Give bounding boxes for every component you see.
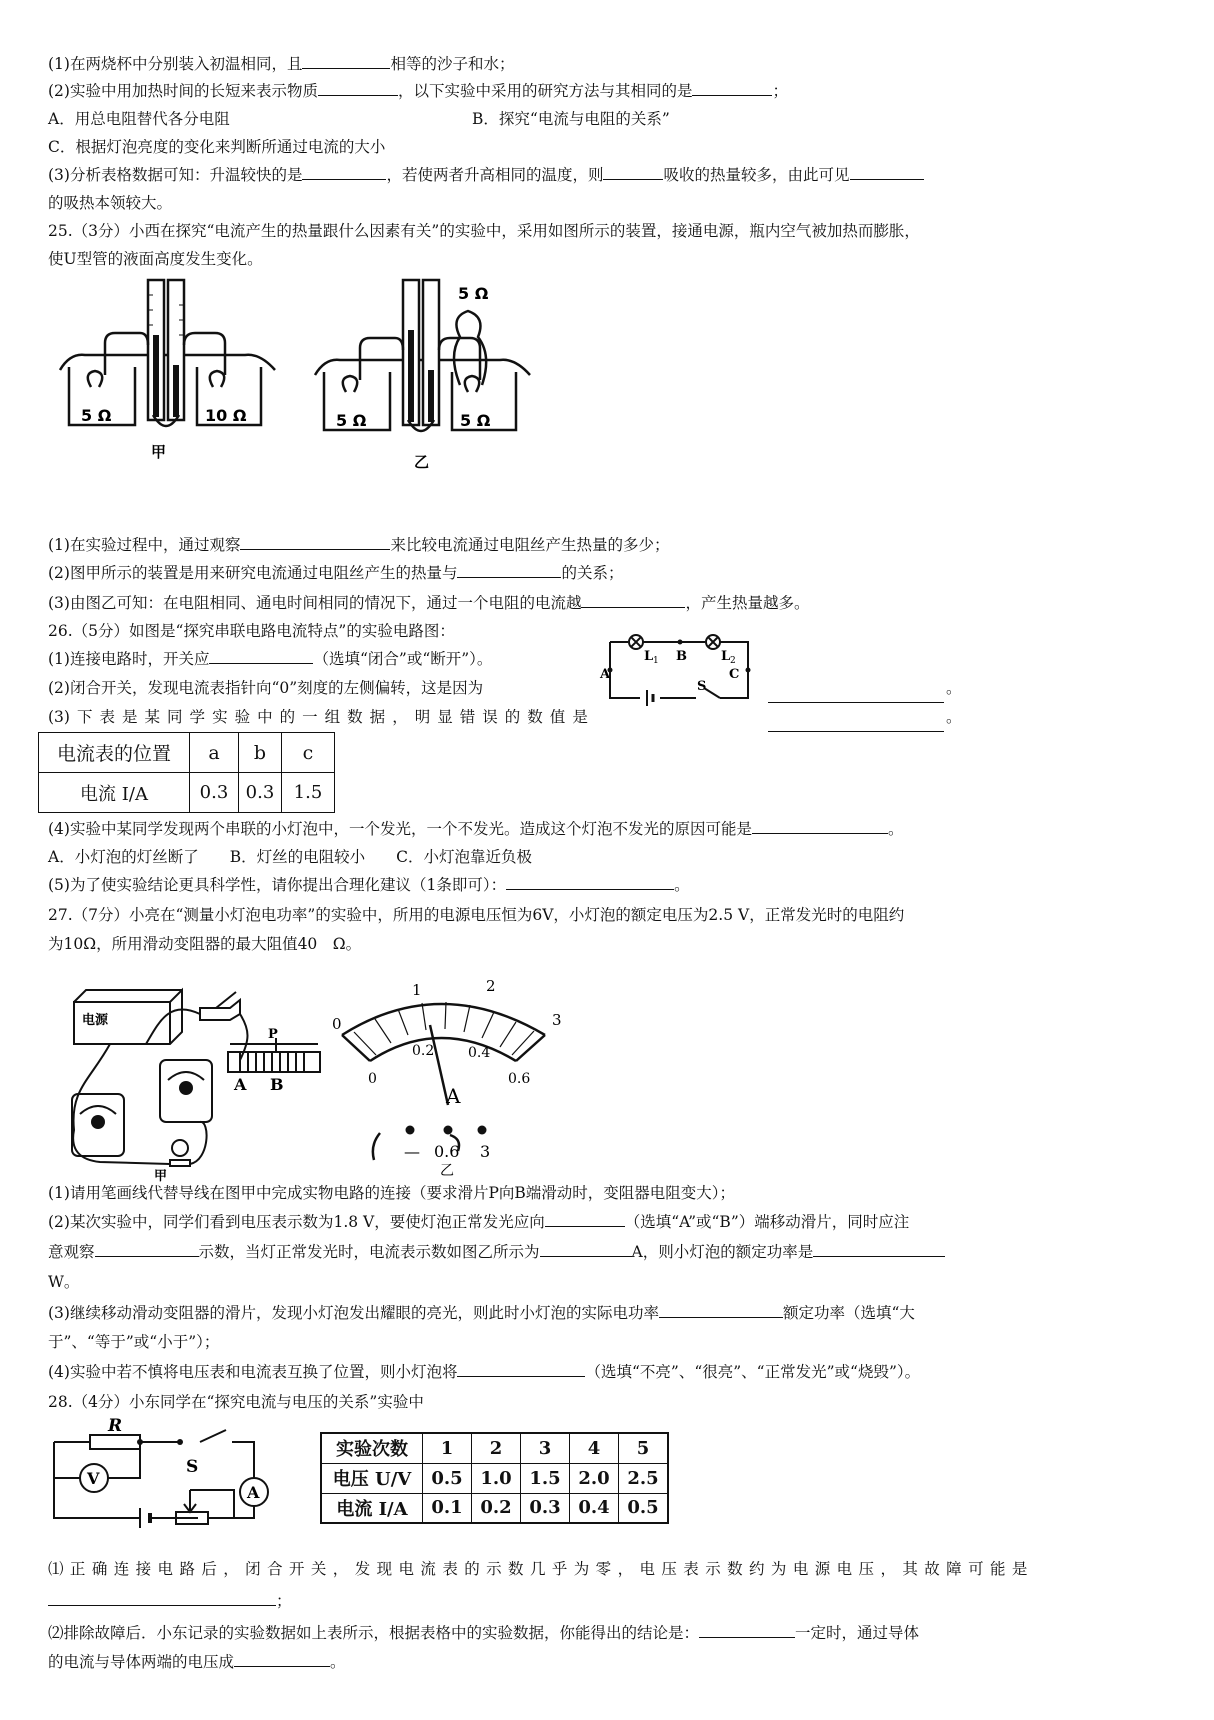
table-cell: 0.1 bbox=[423, 1493, 472, 1523]
table-cell: 0.5 bbox=[423, 1463, 472, 1493]
table-cell: 电流 I/A bbox=[39, 773, 190, 813]
q27-line-5 bbox=[48, 1302, 915, 1324]
answer-blank[interactable] bbox=[209, 649, 313, 664]
table-header-cell: 4 bbox=[570, 1433, 619, 1463]
q24-option-c bbox=[48, 136, 385, 158]
q26-line-5 bbox=[48, 874, 690, 896]
answer-blank[interactable] bbox=[457, 1362, 585, 1377]
table-cell: 电压 U/V bbox=[321, 1463, 423, 1493]
q27-line-6 bbox=[48, 1331, 219, 1353]
justified-char: ， bbox=[223, 1560, 239, 1578]
answer-blank[interactable] bbox=[768, 688, 944, 703]
answer-blank[interactable] bbox=[813, 1242, 945, 1257]
justified-char: 示 bbox=[705, 1560, 721, 1578]
q26-data-table bbox=[38, 732, 335, 813]
justified-char: 电 bbox=[398, 1560, 415, 1578]
justified-char: 示 bbox=[486, 1560, 502, 1578]
q26-options bbox=[48, 846, 532, 868]
dial-bottom-tick-3: 0.6 bbox=[508, 1071, 531, 1087]
q28-stem bbox=[48, 1391, 424, 1413]
rheostat-end-b: B bbox=[270, 1075, 284, 1094]
q27-figure-jia-circuit bbox=[50, 980, 340, 1184]
q27-stem-1 bbox=[48, 904, 904, 926]
table-cell: 0.3 bbox=[239, 773, 282, 813]
table-cell: 1.5 bbox=[282, 773, 335, 813]
justified-char: 可 bbox=[968, 1560, 984, 1578]
answer-blank[interactable] bbox=[234, 1652, 330, 1667]
slider-label-p: P bbox=[268, 1027, 278, 1042]
justified-char: 表 bbox=[99, 708, 115, 726]
q28-text: 一定时，通过导体 bbox=[795, 1624, 920, 1642]
justified-char: 据 bbox=[369, 708, 386, 726]
justified-char: 中 bbox=[257, 708, 273, 726]
table-header-cell: b bbox=[239, 733, 282, 773]
justified-char: 验 bbox=[234, 708, 251, 726]
table-cell: 1.0 bbox=[472, 1463, 521, 1493]
switch-label-s: S bbox=[697, 679, 707, 694]
q24-text: 吸收的热量较多，由此可见 bbox=[663, 166, 850, 184]
justified-char: 表 bbox=[683, 1560, 699, 1578]
q28-text: 的电流与导体两端的电压成 bbox=[48, 1653, 235, 1671]
justified-char: 关 bbox=[310, 1560, 327, 1578]
figure-caption-jia: 甲 bbox=[154, 1169, 168, 1184]
justified-char: 实 bbox=[212, 708, 228, 726]
justified-char: 数 bbox=[727, 1560, 743, 1578]
justified-char: 零 bbox=[595, 1560, 612, 1578]
justified-char: 几 bbox=[529, 1560, 546, 1578]
answer-blank[interactable] bbox=[302, 165, 386, 180]
q28-text: ； bbox=[276, 1592, 292, 1610]
q25-stem-2 bbox=[48, 248, 263, 270]
justified-char: 是 bbox=[1011, 1560, 1028, 1578]
justified-char: 闭 bbox=[245, 1560, 261, 1578]
q25-text: (3)由图乙可知：在电阻相同、通电时间相同的情况下，通过一个电阻的电流越 bbox=[48, 594, 582, 612]
answer-blank[interactable] bbox=[659, 1303, 783, 1318]
q27-text: （选填“不亮”、“很亮”、“正常发光”或“烧毁”）。 bbox=[585, 1363, 921, 1381]
justified-char: 流 bbox=[420, 1560, 436, 1578]
q24-text: 的吸热本领较大。 bbox=[48, 194, 173, 212]
dial-bottom-tick-0: 0 bbox=[368, 1071, 377, 1087]
ammeter-label-a: A bbox=[247, 1483, 260, 1502]
q26-text: (1)连接电路时，开关应 bbox=[48, 650, 210, 668]
dial-top-tick-2: 2 bbox=[486, 977, 496, 995]
q27-stem: 27.（7分）小亮在“测量小灯泡电功率”的实验中，所用的电源电压恒为6V，小灯泡的额定电压为2.5 V，正常发光时的电阻约 bbox=[48, 906, 905, 924]
q27-text: （选填“A”或“B”）端移动滑片，同时应注 bbox=[624, 1213, 910, 1231]
justified-char: 是 bbox=[572, 708, 588, 726]
dial-bottom-tick-1: 0.2 bbox=[412, 1043, 435, 1059]
table-header-cell: 电流表的位置 bbox=[39, 733, 190, 773]
justified-char: 的 bbox=[464, 1560, 480, 1578]
option-c: C．根据灯泡亮度的变化来判断所通过电流的大小 bbox=[48, 138, 386, 156]
justified-char: 后 bbox=[201, 1560, 217, 1578]
answer-blank[interactable] bbox=[581, 593, 685, 608]
justified-char: 正 bbox=[69, 1560, 86, 1578]
q27-text: A，则小灯泡的额定功率是 bbox=[631, 1243, 814, 1261]
justified-char: 是 bbox=[122, 708, 138, 726]
justified-char: 电 bbox=[639, 1560, 655, 1578]
terminal-3: 3 bbox=[480, 1142, 491, 1161]
answer-blank[interactable] bbox=[768, 717, 944, 732]
figure-caption-yi: 乙 bbox=[414, 453, 430, 471]
table-cell: 0.2 bbox=[472, 1493, 521, 1523]
q26-text: 。 bbox=[946, 679, 962, 697]
q26-series-circuit bbox=[600, 628, 760, 704]
dial-unit-a: A bbox=[446, 1084, 461, 1108]
q24-text: ； bbox=[772, 82, 788, 100]
figure-caption-yi: 乙 bbox=[440, 1163, 454, 1179]
figure-yi-u-tube bbox=[310, 275, 540, 485]
q27-text: 意观察 bbox=[48, 1243, 95, 1261]
justified-char: 值 bbox=[549, 708, 566, 726]
justified-char: 确 bbox=[91, 1560, 108, 1578]
q26-text: （选填“闭合”或“断开”）。 bbox=[313, 650, 493, 668]
q24-text: (1)在两烧杯中分别装入初温相同，且 bbox=[48, 55, 303, 73]
q27-line-4 bbox=[48, 1271, 79, 1293]
q25-text: 的关系； bbox=[561, 564, 624, 582]
justified-char: ， bbox=[392, 708, 408, 726]
justified-char: 现 bbox=[376, 1560, 393, 1578]
q24-text: ，以下实验中采用的研究方法与其相同的是 bbox=[397, 82, 693, 100]
table-cell: 电流 I/A bbox=[321, 1493, 423, 1523]
table-cell: 1.5 bbox=[521, 1463, 570, 1493]
q26-options-text: A．小灯泡的灯丝断了 B．灯丝的电阻较小 C．小灯泡靠近负极 bbox=[48, 848, 532, 866]
terminal-negative: — bbox=[404, 1142, 420, 1161]
table-header-cell: c bbox=[282, 733, 335, 773]
q25-stem: 25.（3分）小西在探究“电流产生的热量跟什么因素有关”的实验中，采用如图所示的装置，接通电源，瓶内空气被加热而膨胀， bbox=[48, 222, 920, 240]
answer-blank[interactable] bbox=[95, 1242, 199, 1257]
justified-char: 发 bbox=[354, 1560, 371, 1578]
answer-blank[interactable] bbox=[603, 165, 663, 180]
justified-char: 约 bbox=[749, 1560, 765, 1578]
switch-label-s: S bbox=[186, 1457, 199, 1477]
table-cell: 2.0 bbox=[570, 1463, 619, 1493]
answer-blank[interactable] bbox=[692, 81, 772, 96]
justified-char: ， bbox=[880, 1560, 896, 1578]
justified-char: 故 bbox=[924, 1560, 940, 1578]
dial-top-tick-0: 0 bbox=[332, 1015, 342, 1033]
answer-blank[interactable] bbox=[850, 165, 924, 180]
justified-char: 误 bbox=[482, 708, 498, 726]
answer-blank[interactable] bbox=[240, 535, 390, 550]
justified-char: 电 bbox=[792, 1560, 809, 1578]
point-label-b: B bbox=[676, 649, 687, 664]
justified-char: 合 bbox=[267, 1560, 283, 1578]
table-header-cell: 3 bbox=[521, 1433, 570, 1463]
figure-caption-jia: 甲 bbox=[151, 443, 167, 461]
justified-char: 源 bbox=[814, 1560, 831, 1578]
table-header-cell: 实验次数 bbox=[321, 1433, 423, 1463]
resistor-label-jia-right: 10 Ω bbox=[205, 406, 247, 425]
figure-jia-u-tube bbox=[55, 275, 285, 475]
q28-line-2 bbox=[48, 1590, 292, 1612]
lamp-label-l2: L bbox=[721, 649, 731, 664]
q28-text: 。 bbox=[330, 1653, 346, 1671]
q27-text: (4)实验中若不慎将电压表和电流表互换了位置，则小灯泡将 bbox=[48, 1363, 458, 1381]
table-cell: 0.3 bbox=[521, 1493, 570, 1523]
resistor-label-r: R bbox=[108, 1416, 123, 1436]
q28-line-3 bbox=[48, 1622, 919, 1644]
answer-blank[interactable] bbox=[48, 1591, 276, 1606]
q25-stem-1 bbox=[48, 220, 920, 242]
table-cell: 0.5 bbox=[619, 1493, 669, 1523]
justified-char: 压 bbox=[858, 1560, 875, 1578]
q25-text: (1)在实验过程中，通过观察 bbox=[48, 536, 241, 554]
point-label-a: A bbox=[600, 667, 611, 682]
answer-blank[interactable] bbox=[540, 1242, 632, 1257]
answer-blank[interactable] bbox=[545, 1212, 625, 1227]
justified-char: 显 bbox=[437, 708, 453, 726]
q25-text: 来比较电流通过电阻丝产生热量的多少； bbox=[390, 536, 670, 554]
justified-char: (3) bbox=[48, 708, 70, 726]
q24-options-ab bbox=[48, 108, 670, 130]
resistor-label-yi-right: 5 Ω bbox=[460, 411, 491, 430]
justified-char: ， bbox=[332, 1560, 349, 1578]
q26-text: (2)闭合开关，发现电流表指针向“0”刻度的左侧偏转，这是因为 bbox=[48, 679, 484, 697]
q26-line-3 bbox=[48, 706, 588, 728]
point-label-c: C bbox=[729, 667, 740, 682]
justified-char: 的 bbox=[504, 708, 521, 726]
lamp-label-l1-sub: 1 bbox=[653, 656, 659, 666]
table-header-cell: a bbox=[190, 733, 239, 773]
answer-blank[interactable] bbox=[457, 563, 561, 578]
q25-text: (2)图甲所示的装置是用来研究电流通过电阻丝产生的热量与 bbox=[48, 564, 458, 582]
q27-text: (2)某次实验中，同学们看到电压表示数为1.8 V，要使灯泡正常发光应向 bbox=[48, 1213, 545, 1231]
justified-char: 学 bbox=[189, 708, 206, 726]
justified-char: 错 bbox=[459, 708, 476, 726]
q28-stem-text: 28.（4分）小东同学在“探究电流与电压的关系”实验中 bbox=[48, 1393, 424, 1411]
q24-line-3 bbox=[48, 164, 924, 186]
justified-char: 下 bbox=[76, 708, 93, 726]
justified-char: 数 bbox=[527, 708, 543, 726]
table-cell: 0.3 bbox=[190, 773, 239, 813]
q28-line-1 bbox=[48, 1558, 1028, 1580]
q27-line-1 bbox=[48, 1182, 735, 1204]
justified-char: 路 bbox=[179, 1560, 195, 1578]
justified-char: 电 bbox=[157, 1560, 174, 1578]
answer-blank[interactable] bbox=[752, 819, 888, 834]
dial-top-tick-3: 3 bbox=[552, 1011, 562, 1029]
q27-line-7 bbox=[48, 1361, 920, 1383]
resistor-label-yi-left: 5 Ω bbox=[336, 411, 367, 430]
option-a: A．用总电阻替代各分电阻 bbox=[48, 110, 230, 128]
justified-char: 一 bbox=[302, 708, 318, 726]
justified-char: 障 bbox=[946, 1560, 962, 1578]
justified-char: 能 bbox=[989, 1560, 1006, 1578]
q25-text: ，产生热量越多。 bbox=[685, 594, 810, 612]
justified-char: 电 bbox=[836, 1560, 853, 1578]
justified-char: 连 bbox=[113, 1560, 130, 1578]
q24-line-4 bbox=[48, 192, 172, 214]
voltmeter-label-v: V bbox=[87, 1469, 100, 1488]
q26-line-4 bbox=[48, 818, 903, 840]
answer-blank[interactable] bbox=[699, 1623, 795, 1638]
q26-text: 。 bbox=[946, 708, 962, 726]
q27-stem-2 bbox=[48, 933, 361, 955]
justified-char: 开 bbox=[288, 1560, 305, 1578]
rheostat-end-a: A bbox=[234, 1075, 247, 1094]
answer-blank[interactable] bbox=[318, 81, 398, 96]
q28-text: ⑵排除故障后．小东记录的实验数据如上表所示，根据表格中的实验数据，你能得出的结论是： bbox=[48, 1624, 700, 1642]
q27-line-2 bbox=[48, 1211, 909, 1233]
justified-char: 其 bbox=[902, 1560, 918, 1578]
justified-char: 压 bbox=[661, 1560, 677, 1578]
q26-stem-text: 26.（5分）如图是“探究串联电路电流特点”的实验电路图： bbox=[48, 622, 455, 640]
q26-text: 。 bbox=[674, 876, 690, 894]
justified-char: 数 bbox=[347, 708, 363, 726]
dial-top-tick-1: 1 bbox=[412, 981, 422, 999]
justified-char: 表 bbox=[442, 1560, 458, 1578]
q27-text: (1)请用笔画线代替导线在图甲中完成实物电路的连接（要求滑片P向B端滑动时，变阻器电阻变大）； bbox=[48, 1184, 736, 1202]
q25-line-1 bbox=[48, 534, 669, 556]
justified-char: ， bbox=[617, 1560, 634, 1578]
q25-line-2 bbox=[48, 562, 623, 584]
justified-char: 为 bbox=[770, 1560, 787, 1578]
q27-line-3 bbox=[48, 1241, 945, 1263]
q28-line-4 bbox=[48, 1651, 346, 1673]
option-b: B．探究“电流与电阻的关系” bbox=[472, 110, 670, 128]
table-cell: 2.5 bbox=[619, 1463, 669, 1493]
q24-line-1 bbox=[48, 53, 514, 75]
q24-text: (3)分析表格数据可知：升温较快的是 bbox=[48, 166, 303, 184]
answer-blank[interactable] bbox=[506, 875, 674, 890]
answer-blank[interactable] bbox=[302, 54, 390, 69]
q26-line-1 bbox=[48, 648, 492, 670]
q26-text: (5)为了使实验结论更具科学性，请你提出合理化建议（1条即可）： bbox=[48, 876, 507, 894]
q24-text: ，若使两者升高相同的温度，则 bbox=[386, 166, 604, 184]
q28-data-table bbox=[320, 1432, 669, 1524]
q27-figure-yi-ammeter bbox=[330, 975, 580, 1179]
justified-char: 数 bbox=[508, 1560, 524, 1578]
justified-char: 接 bbox=[135, 1560, 152, 1578]
justified-char: 为 bbox=[573, 1560, 590, 1578]
justified-char: ⑴ bbox=[48, 1560, 64, 1578]
q27-text: 示数，当灯正常发光时，电流表示数如图乙所示为 bbox=[198, 1243, 540, 1261]
q25-stem: 使U型管的液面高度发生变化。 bbox=[48, 250, 263, 268]
table-header-cell: 5 bbox=[619, 1433, 669, 1463]
q27-stem: 为10Ω，所用滑动变阻器的最大阻值40 Ω。 bbox=[48, 935, 362, 953]
resistor-label-yi-top: 5 Ω bbox=[458, 284, 489, 303]
justified-char: 某 bbox=[144, 708, 161, 726]
table-header-cell: 2 bbox=[472, 1433, 521, 1463]
justified-char: 同 bbox=[167, 708, 183, 726]
q26-line-2 bbox=[48, 677, 483, 699]
terminal-0-6: 0.6 bbox=[434, 1142, 460, 1161]
lamp-label-l2-sub: 2 bbox=[730, 656, 736, 666]
q24-text: (2)实验中用加热时间的长短来表示物质 bbox=[48, 82, 318, 100]
q24-text: 相等的沙子和水； bbox=[390, 55, 515, 73]
justified-char: 组 bbox=[324, 708, 341, 726]
justified-char: 乎 bbox=[551, 1560, 568, 1578]
dial-bottom-tick-2: 0.4 bbox=[468, 1045, 491, 1061]
q27-text: (3)继续移动滑动变阻器的滑片，发现小灯泡发出耀眼的亮光，则此时小灯泡的实际电功率 bbox=[48, 1304, 659, 1322]
power-supply-label: 电源 bbox=[82, 1013, 109, 1028]
q26-stem bbox=[48, 620, 455, 642]
q25-line-3 bbox=[48, 592, 809, 614]
q27-text: 额定功率（选填“大 bbox=[782, 1304, 915, 1322]
q26-text: (4)实验中某同学发现两个串联的小灯泡中，一个发光，一个不发光。造成这个灯泡不发光的原因可能是 bbox=[48, 820, 752, 838]
q24-line-2 bbox=[48, 80, 788, 102]
resistor-label-jia-left: 5 Ω bbox=[81, 406, 112, 425]
lamp-label-l1: L bbox=[644, 649, 654, 664]
q28-circuit-diagram bbox=[50, 1416, 275, 1535]
q26-text: 。 bbox=[887, 820, 904, 838]
q27-text: W。 bbox=[48, 1273, 80, 1291]
q27-text: 于”、“等于”或“小于”）； bbox=[48, 1333, 220, 1351]
table-cell: 0.4 bbox=[570, 1493, 619, 1523]
justified-char: 的 bbox=[279, 708, 296, 726]
justified-char: 明 bbox=[414, 708, 431, 726]
table-header-cell: 1 bbox=[423, 1433, 472, 1463]
